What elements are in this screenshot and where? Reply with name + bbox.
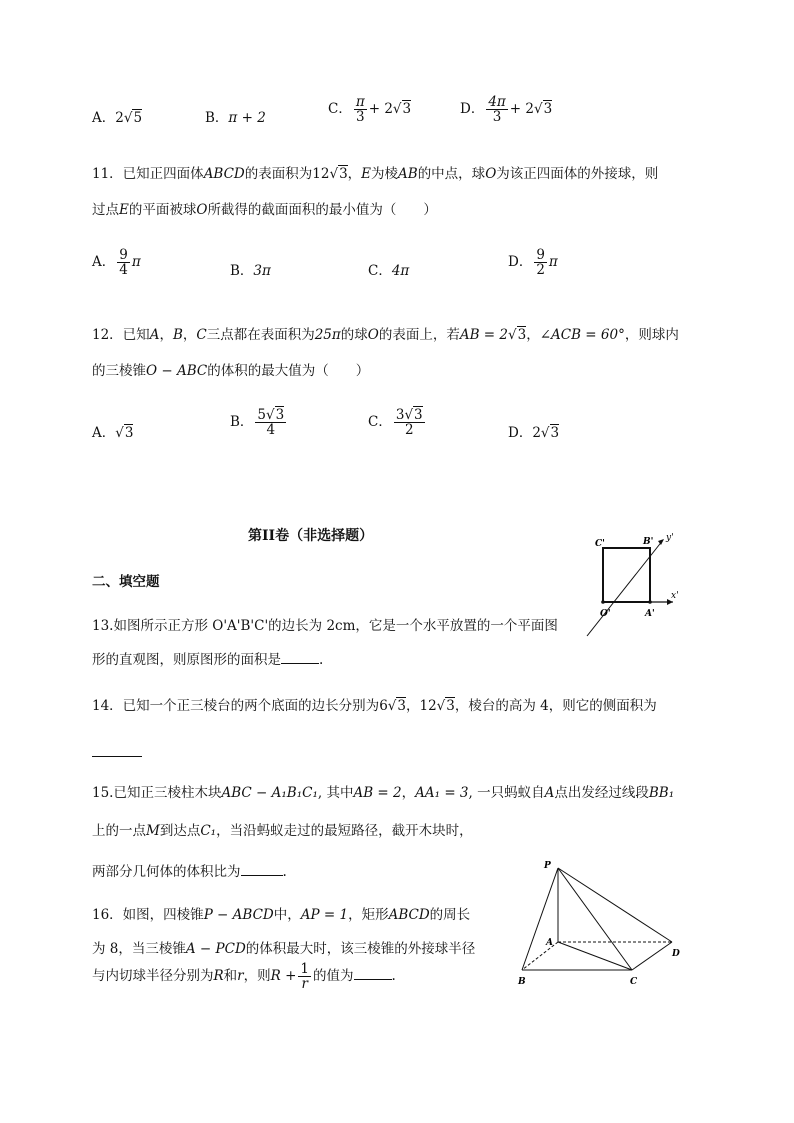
label-c-prime: C' bbox=[595, 539, 605, 549]
label-o-prime: O' bbox=[600, 609, 611, 619]
q11-option-a: A． $\frac{9}{4}$ π bbox=[92, 247, 141, 279]
label-p: P bbox=[544, 861, 551, 871]
q10-option-a: A．2√5 bbox=[92, 110, 143, 126]
figure-13-square-diagram bbox=[565, 528, 685, 640]
q11-line2: 过点E的平面被球O所截得的截面面积的最小值为（ ） bbox=[92, 202, 437, 218]
label-a-prime: A' bbox=[645, 609, 655, 619]
q12-option-d: D．2√3 bbox=[508, 425, 560, 441]
sqrt-symbol: √ bbox=[123, 110, 133, 126]
q12-option-c: C． $\frac{3√3}{2}$ bbox=[368, 407, 423, 439]
q12-line1: 12．已知A，B，C三点都在表面积为25π的球O的表面上，若AB = 2√3，∠ACB = 60°，则球内 bbox=[92, 327, 679, 343]
q15-line3: 两部分几何体的体积比为 . bbox=[92, 864, 287, 880]
q10-option-c: C． $\frac{\pi}{3}$ + 2√3 bbox=[328, 94, 412, 126]
q10-option-d: D． $\frac{4\pi}{3}$ + 2√3 bbox=[460, 94, 553, 126]
answer-blank bbox=[354, 978, 392, 980]
label-x-prime: x' bbox=[671, 591, 679, 601]
figure-16-pyramid-diagram bbox=[510, 852, 690, 992]
answer-blank bbox=[281, 662, 319, 664]
q12-option-b: B． $\frac{5√3}{4}$ bbox=[230, 407, 285, 439]
q16-line1: 16．如图，四棱锥P − ABCD中，AP = 1，矩形ABCD的周长 bbox=[92, 907, 471, 923]
q11-option-d: D． $\frac{9}{2}$ π bbox=[508, 247, 558, 279]
q16-line3: 与内切球半径分别为R和r，则R + $\frac{1}{r}$ 的值为 . bbox=[92, 961, 396, 993]
q14-answer-blank bbox=[92, 745, 142, 761]
q14-line1: 14．已知一个正三棱台的两个底面的边长分别为6√3，12√3，棱台的高为 4，则它的侧面积为 bbox=[92, 698, 657, 714]
label-b: B bbox=[518, 977, 526, 987]
label-a: A bbox=[546, 938, 553, 948]
q13-line1: 13.如图所示正方形 O'A'B'C'的边长为 2cm，它是一个水平放置的一个平面图 bbox=[92, 618, 558, 634]
q15-line1: 15.已知正三棱柱木块ABC − A₁B₁C₁, 其中AB = 2，AA₁ = 3, 一只蚂蚁自A点出发经过线段BB₁ bbox=[92, 785, 675, 801]
section-title: 第II卷（非选择题） bbox=[248, 528, 374, 544]
q16-line2: 为 8，当三棱锥A − PCD的体积最大时，该三棱锥的外接球半径 bbox=[92, 941, 476, 957]
q10-option-b: B．π + 2 bbox=[205, 110, 266, 126]
fraction: $\frac{\pi}{3}$ bbox=[355, 94, 365, 126]
label-b-prime: B' bbox=[643, 537, 654, 547]
square-shape bbox=[603, 548, 650, 602]
q12-option-a: A．√3 bbox=[92, 425, 134, 441]
answer-blank bbox=[241, 874, 283, 876]
q11-option-c: C．4π bbox=[368, 263, 410, 279]
label-y-prime: y' bbox=[666, 533, 674, 543]
section-subtitle: 二、填空题 bbox=[92, 574, 160, 590]
label-d: D bbox=[672, 949, 680, 959]
label-c: C bbox=[630, 977, 638, 987]
y-axis-arrow-icon bbox=[658, 539, 664, 545]
q11-option-b: B．3π bbox=[230, 263, 271, 279]
q15-line2: 上的一点M到达点C₁，当沿蚂蚁走过的最短路径，截开木块时， bbox=[92, 823, 473, 839]
q13-line2: 形的直观图，则原图形的面积是 . bbox=[92, 652, 324, 668]
q11-line1: 11．已知正四面体ABCD的表面积为12√3，E为棱AB的中点，球O为该正四面体的外接球，则 bbox=[92, 166, 659, 182]
y-axis bbox=[587, 540, 663, 636]
q12-line2: 的三棱锥O − ABC的体积的最大值为（ ） bbox=[92, 363, 370, 379]
fraction: $\frac{4\pi}{3}$ bbox=[488, 94, 506, 126]
